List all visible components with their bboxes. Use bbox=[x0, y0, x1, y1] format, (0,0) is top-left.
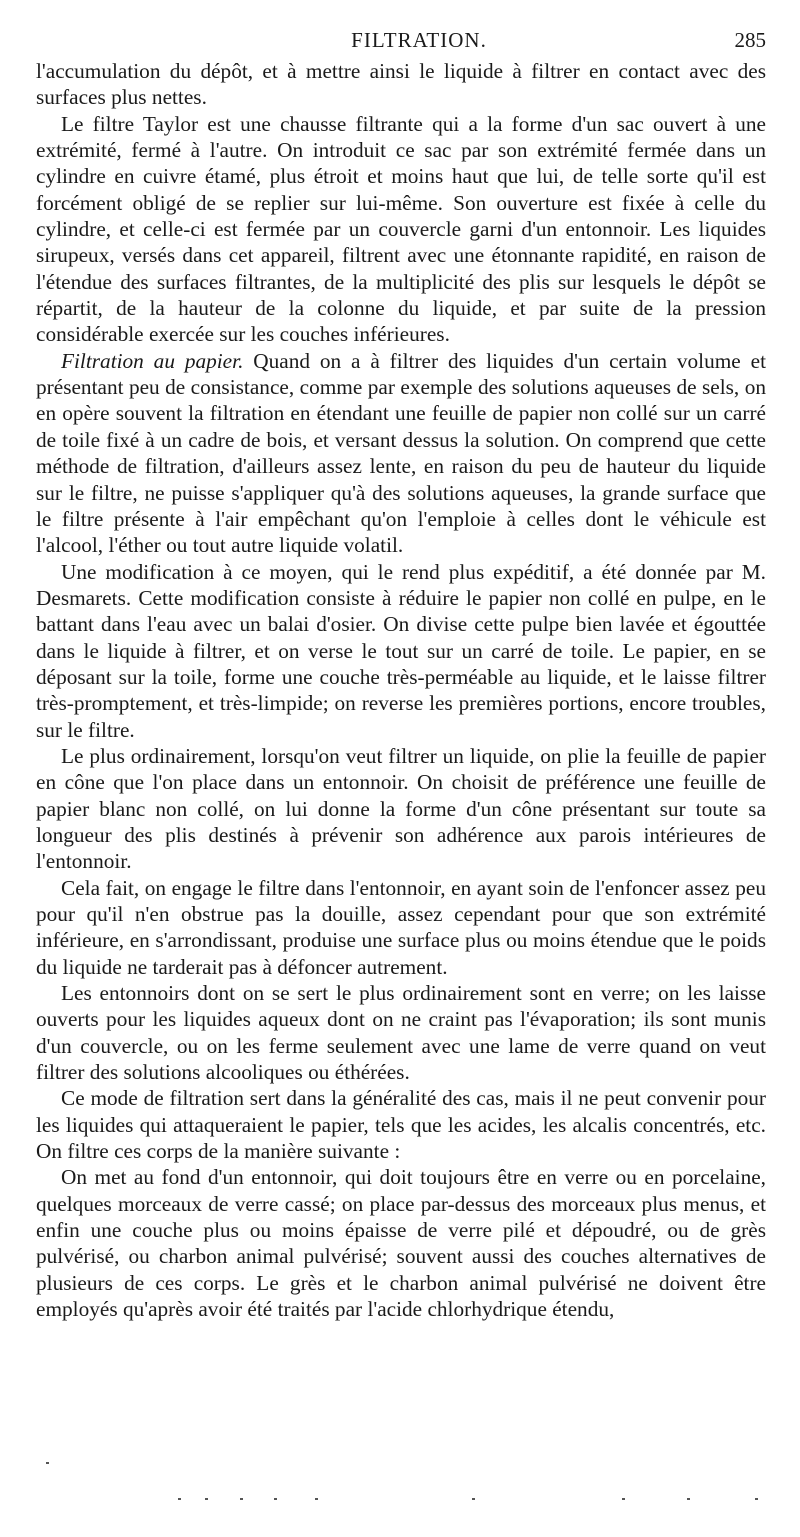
scan-specks bbox=[0, 1470, 800, 1510]
book-page bbox=[36, 28, 766, 1323]
paragraph-funnel-placement: Cela fait, on engage le filtre dans l'entonnoir, en ayant soin de l'enfoncer assez peu pour qu'il n'en obstrue pas la douille, assez cependant pour que son extrémité inférieure, en s'arrondissant, produise une surface plus ou moins étendue que le poids du liquide ne tarderait pas à défoncer autrement. bbox=[36, 875, 766, 979]
paragraph-funnels: Les entonnoirs dont on se sert le plus ordinairement sont en verre; on les laisse ouverts pour les liquides aqueux dont on ne craint pas l'évaporation; ils sont munis d'un couvercle, ou on les ferme seulement avec une lame de verre quand on veut filtrer des solutions alcooliques ou éthérées. bbox=[36, 981, 766, 1085]
paragraph-paper-filtration bbox=[36, 348, 766, 559]
paragraph-cone-filter: Le plus ordinairement, lorsqu'on veut filtrer un liquide, on plie la feuille de papier en cône que l'on place dans un entonnoir. On choisit de préférence une feuille de papier blanc non collé, on lui donne la forme d'un cône présentant sur toute sa longueur des plis destinés à prévenir son adhérence aux parois intérieures de l'entonnoir. bbox=[36, 743, 766, 874]
scan-speck bbox=[622, 1498, 625, 1500]
scan-speck bbox=[755, 1498, 758, 1500]
paragraph-desmarets: Une modification à ce moyen, qui le rend plus expéditif, a été donnée par M. Desmarets. Cette modification consiste à réduire le papier non collé en pulpe, en le battant dans l'eau avec un balai d'osier. On divise cette pulpe bien lavée et égouttée dans le liquide à filtrer, et on verse le tout sur un carré de toile. Le papier, en se déposant sur la toile, forme une couche très-perméable au liquide, et le laisse filtrer très-promptement, et très-limpide; on reverse les premières portions, encore troubles, sur le filtre. bbox=[36, 559, 766, 742]
scan-speck bbox=[274, 1498, 277, 1500]
scan-speck bbox=[178, 1498, 181, 1500]
section-heading: Filtration au papier. bbox=[61, 348, 244, 373]
paragraph-acids: Ce mode de filtration sert dans la généralité des cas, mais il ne peut convenir pour les liquides qui attaqueraient le papier, tels que les acides, les alcalis concentrés, etc. On filtre ces corps de la manière suivante : bbox=[36, 1086, 766, 1164]
scan-speck bbox=[46, 1462, 49, 1464]
paragraph-continuation: l'accumulation du dépôt, et à mettre ainsi le liquide à filtrer en contact avec des surfaces plus nettes. bbox=[36, 59, 766, 110]
paragraph-taylor-filter: Le filtre Taylor est une chausse filtrante qui a la forme d'un sac ouvert à une extrémité, fermé à l'autre. On introduit ce sac par son extrémité fermée dans un cylindre en cuivre étamé, plus étroit et moins haut que lui, de telle sorte qu'il est forcément obligé de se replier sur lui-même. Son ouverture est fixée à celle du cylindre, et celle-ci est fermée par un couvercle garni d'un entonnoir. Les liquides sirupeux, versés dans cet appareil, filtrent avec une étonnante rapidité, en raison de l'étendue des surfaces filtrantes, de la multiplicité des plis sur lesquels le dépôt se répartit, de la hauteur de la colonne du liquide, et par suite de la pression considérable exercée sur les couches inférieures. bbox=[36, 111, 766, 347]
scan-speck bbox=[205, 1498, 208, 1500]
scan-speck bbox=[240, 1498, 243, 1500]
running-title: FILTRATION. bbox=[351, 28, 487, 52]
scan-speck bbox=[315, 1498, 318, 1500]
page-number: 285 bbox=[734, 28, 766, 52]
paragraph-text: Quand on a à filtrer des liquides d'un certain volume et présentant peu de consistance, comme par exemple des solutions aqueuses de sels, on en opère souvent la filtration en étendant une feuille de papier non collé sur un carré de toile fixé à un cadre de bois, et versant dessus la solution. On comprend que cette méthode de filtration, d'ailleurs assez lente, en raison du peu de hauteur du liquide sur le filtre, ne puisse s'appliquer qu'à des solutions aqueuses, la grande surface que le filtre présente à l'air empêchant qu'on l'emploie à celles dont le véhicule est l'alcool, l'éther ou tout autre liquide volatil. bbox=[36, 348, 766, 558]
scan-speck bbox=[687, 1498, 690, 1500]
scan-speck bbox=[472, 1498, 475, 1500]
paragraph-glass-filter: On met au fond d'un entonnoir, qui doit toujours être en verre ou en porcelaine, quelques morceaux de verre cassé; on place par-dessus des morceaux plus menus, et enfin une couche plus ou moins épaisse de verre pilé et dépoudré, ou de grès pulvérisé, ou charbon animal pulvérisé; souvent aussi des couches alternatives de plusieurs de ces corps. Le grès et le charbon animal pulvérisé ne doivent être employés qu'après avoir été traités par l'acide chlorhydrique étendu, bbox=[36, 1165, 766, 1322]
body-text bbox=[36, 58, 766, 1323]
running-head bbox=[36, 28, 766, 58]
